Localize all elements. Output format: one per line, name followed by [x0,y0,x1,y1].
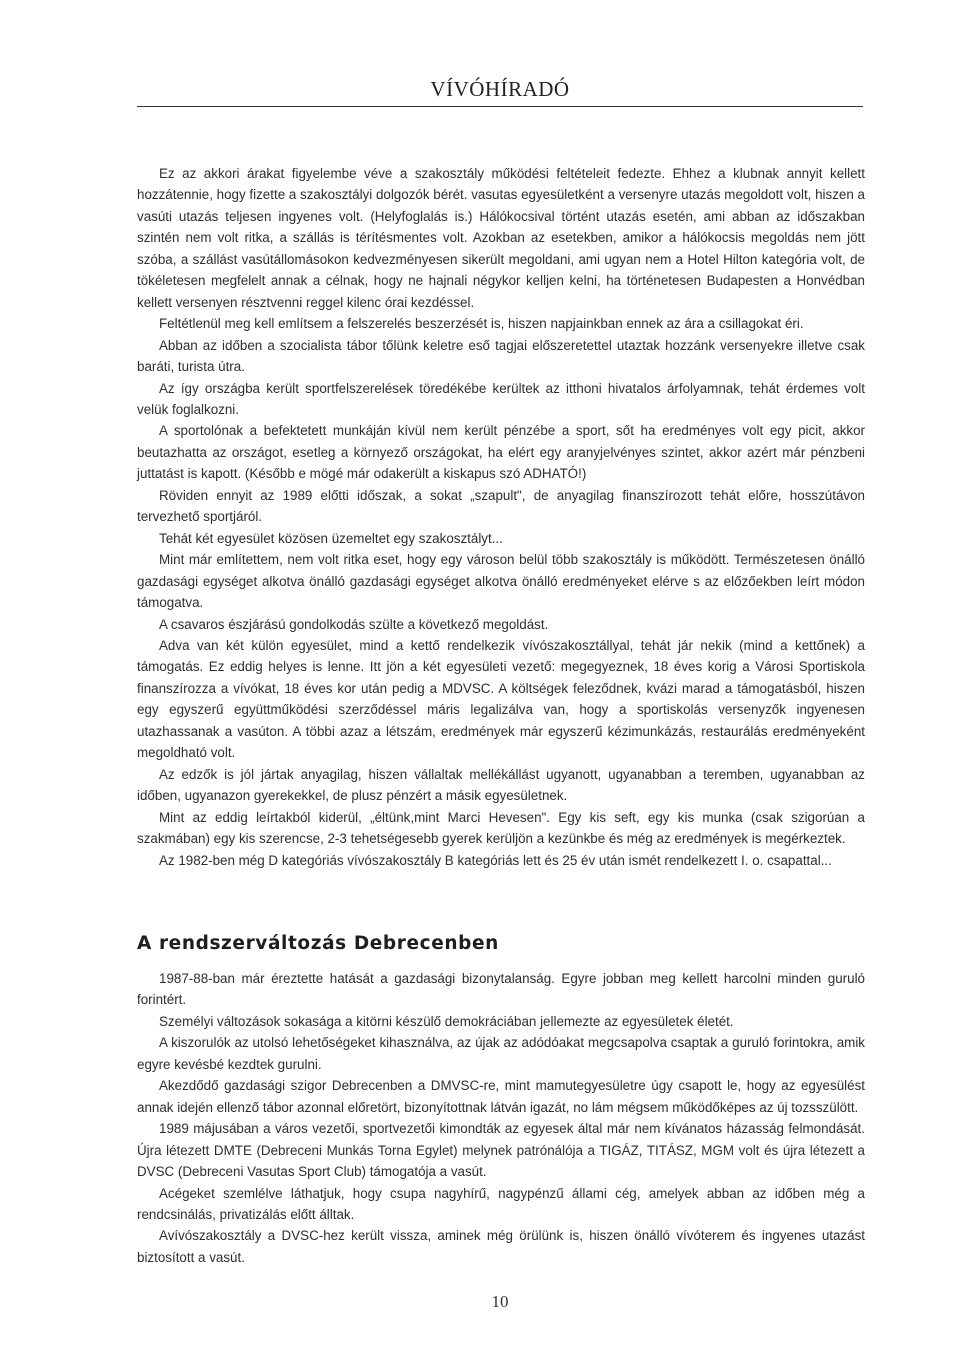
paragraph: Tehát két egyesület közösen üzemeltet egy szakosztályt... [159,530,503,546]
paragraph: Az 1982-ben még D kategóriás vívószakosztály B kategóriás lett és 25 év után ismét rendelkezett I. o. csapattal... [159,852,832,868]
paragraph: A csavaros észjárású gondolkodás szülte a következő megoldást. [159,616,549,632]
section-heading: A rendszerváltozás Debrecenben [137,933,499,954]
header-divider [137,106,863,107]
paragraph: Mint az eddig leírtakból kiderül, „éltünk,mint Marci Hevesen". Egy kis seft, egy kis munka (csak szigorúan a szakmában) egy kis szerencse, 2-3 tehetségesebb gyerek kerüljön a kezünkbe és még az eredmények is megérkeztek. [137,809,865,847]
article-body [137,163,865,871]
paragraph: Akezdődő gazdasági szigor Debrecenben a DMVSC-re, mint mamutegyesületre úgy csapott le, hogy az egyesülést annak idején ellenző tábor azonnal előretört, bizonyítottnak látván igazát, no lám mégsem működőképes az új tozsszülött. [137,1078,865,1115]
page-title: VÍVÓHÍRADÓ [430,77,570,101]
paragraph: Avívószakosztály a DVSC-hez került vissza, aminek még örülünk is, hiszen önálló vívóterem és ingyenes utazást biztosított a vasút. [137,1228,865,1265]
paragraph: Az edzők is jól jártak anyagilag, hiszen vállaltak mellékállást ugyanott, ugyanabban a teremben, ugyanabban az időben, ugyanazon gyerekekkel, de plusz pénzért a másik egyesületnek. [137,766,865,804]
paragraph: 1989 májusában a város vezetői, sportvezetői kimondták az egyesek által már nem kívánatos házasság felmondását. Újra létezett DMTE (Debreceni Munkás Torna Egylet) melynek patrónálója a TIGÁZ, TITÁSZ, MGM volt és újra létezett a DVSC (Debreceni Vasutas Sport Club) támogatója a vasút. [137,1121,865,1180]
page-number: 10 [491,1292,509,1311]
paragraph: 1987-88-ban már éreztette hatását a gazdasági bizonytalanság. Egyre jobban meg kellett harcolni minden guruló forintért. [137,971,865,1008]
paragraph: Az így országba került sportfelszerelések töredékébe kerültek az itthoni hivatalos árfolyamnak, tehát érdemes volt velük foglalkozni. [137,380,865,417]
section-body [137,968,865,1268]
page-header [137,74,863,104]
paragraph: A kiszorulók az utolsó lehetőségeket kihasználva, az újak az adódóakat megcsapolva csaptak a guruló forintokra, amik egyre kevésbé kezdtek gurulni. [137,1035,865,1072]
paragraph: Személyi változások sokasága a kitörni készülő demokráciában jellemezte az egyesületek életét. [159,1013,734,1029]
paragraph: Acégeket szemlélve láthatjuk, hogy csupa nagyhírű, nagypénzű állami cég, amelyek abban az időben még a rendcsinálás, privatizálás előtt álltak. [137,1185,865,1222]
paragraph: Röviden ennyit az 1989 előtti időszak, a sokat „szapult", de anyagilag finanszírozott tehát előre, hosszútávon tervezhető sportjáról. [137,487,865,525]
paragraph: Ez az akkori árakat figyelembe véve a szakosztály működési feltételeit fedezte. Ehhez a klubnak annyit kellett hozzátennie, hogy fizette a szakosztályi dolgozók bérét. vasutas egyesületként a versenyre utazás megoldott volt, hiszen a vasúti utazás teljesen ingyenes volt. (Helyfoglalás is.) Hálókocsival történt utazás esetén, ami abban az időszakban szintén nem volt ritka, a szállás is térítésmentes volt. Azokban az esetekben, amikor a hálókocsis megoldás nem jött szóba, a szállást vasútállomásokon kedvezményesen sikerült megoldani, ami ugyan nem a Hotel Hilton kategória volt, de tökéletesen megfelelt annak a célnak, hogy ne hajnali négykor kelljen kelni, ha történetesen Budapesten a Honvédban kellett versenyen résztvenni reggel kilenc órai kezdéssel. [137,166,865,310]
paragraph: Adva van két külön egyesület, mind a kettő rendelkezik vívószakosztállyal, tehát jár nekik (mind a kettőnek) a támogatás. Ez eddig helyes is lenne. Itt jön a két egyesületi vezető: megegyeznek, 18 éves korig a Városi Sportiskola finanszírozza a vívókat, 18 éves kor után pedig a MDVSC. A költségek feleződnek, kvázi marad a támogatásból, hiszen egy egyszerű együttműködési szerződéssel máris legalizálva van, hogy a sportiskolás versenyzők ingyenesen utazhassanak a vasúton. A többi azaz a létszám, eredmények már egyszerű kézimunkázás, restaurálás eredményeként megoldható volt. [137,637,865,761]
paragraph: A sportolónak a befektetett munkáján kívül nem került pénzébe a sport, sőt ha eredményes volt egy picit, akkor beutazhatta az országot, esetleg a környező országokat, ha elért egy aranyjelvényes szintet, akkor azért már pénzbeni juttatást is kapott. (Később e mögé már odakerült a kiskapus szó ADHATÓ!) [137,423,865,482]
paragraph: Feltétlenül meg kell említsem a felszerelés beszerzését is, hiszen napjainkban ennek az ára a csillagokat éri. [159,316,804,332]
paragraph: Abban az időben a szocialista tábor tőlünk keletre eső tagjai előszeretettel utaztak hozzánk versenyekre illetve csak baráti, turista útra. [137,337,865,375]
paragraph: Mint már említettem, nem volt ritka eset, hogy egy városon belül több szakosztály is működött. Természetesen önálló gazdasági egységet alkotva önálló gazdasági egységet alkotva önálló eredményeket elérve s az előzőekben leírt módon támogatva. [137,552,865,611]
